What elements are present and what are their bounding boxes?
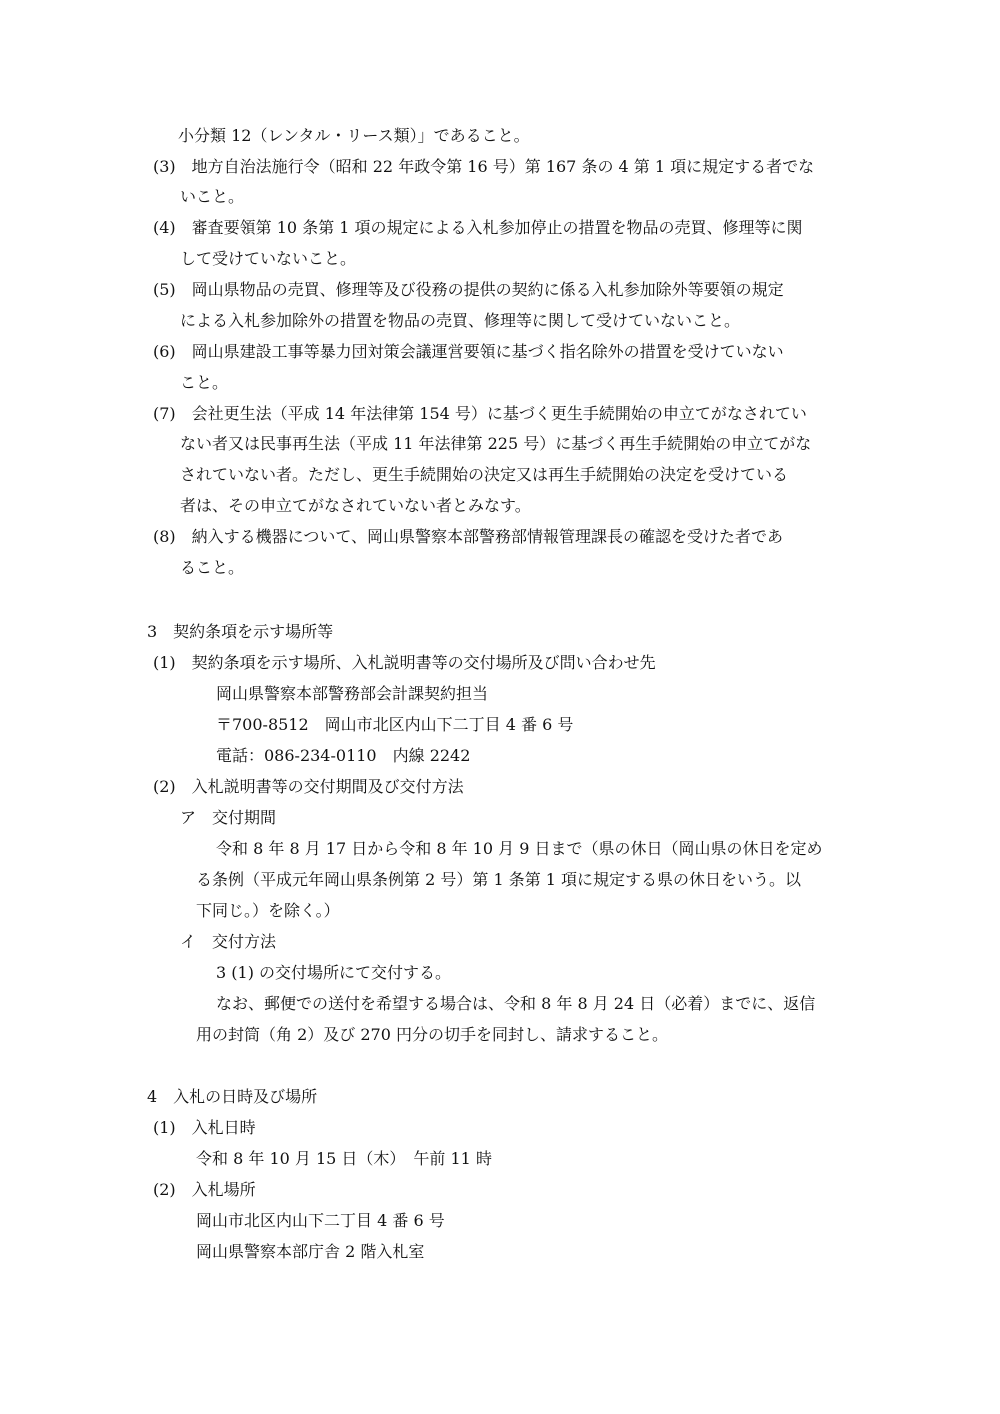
text-line: 小分類 12（レンタル・リース類）」であること。 xyxy=(178,126,530,145)
text-line: 3 (1) の交付場所にて交付する。 xyxy=(216,963,452,982)
subsection-heading-4-1: (1) 入札日時 xyxy=(153,1118,256,1137)
subsection-heading-3-1: (1) 契約条項を示す場所、入札説明書等の交付場所及び問い合わせ先 xyxy=(153,653,656,672)
list-item-8: (8) 納入する機器について、岡山県警察本部警務部情報管理課長の確認を受けた者であ xyxy=(153,527,784,546)
item-heading-i: イ 交付方法 xyxy=(180,932,277,951)
text-line: 電話：086-234-0110 内線 2242 xyxy=(216,746,471,765)
list-item-5: (5) 岡山県物品の売買、修理等及び役務の提供の契約に係る入札参加除外等要領の規定 xyxy=(153,280,784,299)
subsection-heading-3-2: (2) 入札説明書等の交付期間及び交付方法 xyxy=(153,777,464,796)
section-heading-3: 3 契約条項を示す場所等 xyxy=(147,622,334,641)
text-line: されていない者。ただし、更生手続開始の決定又は再生手続開始の決定を受けている xyxy=(180,465,789,484)
text-line: ること。 xyxy=(180,558,245,577)
list-item-3: (3) 地方自治法施行令（昭和 22 年政令第 16 号）第 167 条の 4 第 1 項に規定する者でな xyxy=(153,157,815,176)
text-line: による入札参加除外の措置を物品の売買、修理等に関して受けていないこと。 xyxy=(180,311,741,330)
text-line: いこと。 xyxy=(180,187,245,206)
text-line: 岡山県警察本部警務部会計課契約担当 xyxy=(216,684,489,703)
section-heading-4: 4 入札の日時及び場所 xyxy=(147,1087,318,1106)
text-line: なお、郵便での送付を希望する場合は、令和 8 年 8 月 24 日（必着）までに、返信 xyxy=(216,994,816,1013)
text-line: ない者又は民事再生法（平成 11 年法律第 225 号）に基づく再生手続開始の申立てがな xyxy=(180,434,812,453)
text-line: 用の封筒（角 2）及び 270 円分の切手を同封し、請求すること。 xyxy=(196,1025,668,1044)
text-line: 令和 8 年 10 月 15 日（木） 午前 11 時 xyxy=(196,1149,492,1168)
list-item-6: (6) 岡山県建設工事等暴力団対策会議運営要領に基づく指名除外の措置を受けていない xyxy=(153,342,784,361)
text-line: 者は、その申立てがなされていない者とみなす。 xyxy=(180,496,531,515)
text-line: る条例（平成元年岡山県条例第 2 号）第 1 条第 1 項に規定する県の休日をいう。以 xyxy=(196,870,802,889)
text-line: こと。 xyxy=(180,373,229,392)
text-line: 岡山県警察本部庁舎 2 階入札室 xyxy=(196,1242,425,1261)
text-line: して受けていないこと。 xyxy=(180,249,357,268)
text-line: 岡山市北区内山下二丁目 4 番 6 号 xyxy=(196,1211,445,1230)
text-line: 令和 8 年 8 月 17 日から令和 8 年 10 月 9 日まで（県の休日（岡山県の休日を定め xyxy=(216,839,823,858)
item-heading-a: ア 交付期間 xyxy=(180,808,277,827)
list-item-7: (7) 会社更生法（平成 14 年法律第 154 号）に基づく更生手続開始の申立てがなされてい xyxy=(153,404,807,423)
subsection-heading-4-2: (2) 入札場所 xyxy=(153,1180,256,1199)
text-line: 〒700-8512 岡山市北区内山下二丁目 4 番 6 号 xyxy=(216,715,574,734)
text-line: 下同じ。）を除く。） xyxy=(196,901,340,920)
list-item-4: (4) 審査要領第 10 条第 1 項の規定による入札参加停止の措置を物品の売買、修理等に関 xyxy=(153,218,803,237)
